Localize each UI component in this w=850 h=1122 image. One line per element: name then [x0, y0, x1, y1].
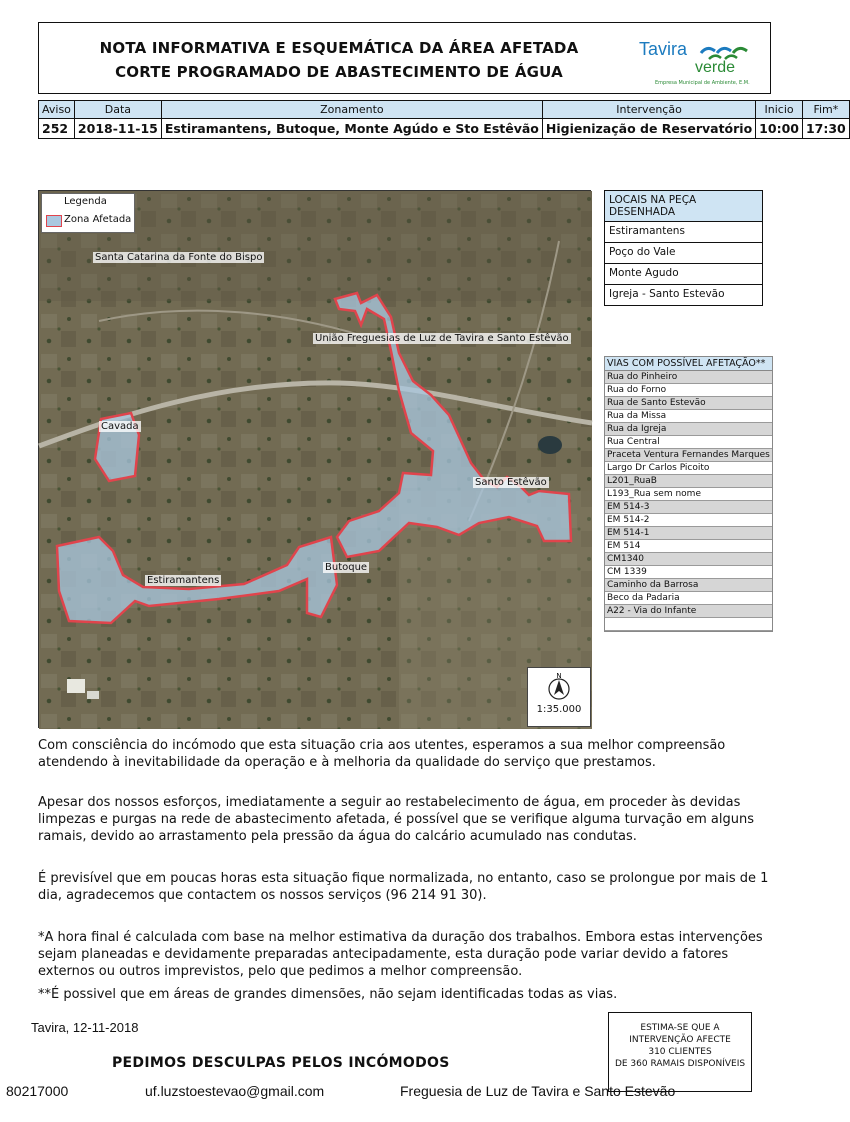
- affected-area-map: [38, 190, 591, 728]
- list-item: Rua da Missa: [605, 410, 772, 423]
- list-item: Monte Agudo: [605, 264, 762, 285]
- list-item: Beco da Padaria: [605, 592, 772, 605]
- map-label-santa-catarina: Santa Catarina da Fonte do Bispo: [95, 252, 263, 263]
- paragraph-turbidity: Apesar dos nossos esforços, imediatamente a seguir ao restabelecimento de água, em proceder às devidas limpezas e purgas na rede de abastecimento afetada, é possível que se verifique alguma turvação em alguns ramais, devido ao arrastamento pela pressão da água do calcário acumulado nas condutas.: [38, 795, 754, 844]
- list-item: CM 1339: [605, 566, 772, 579]
- vias-title: VIAS COM POSSÍVEL AFETAÇÃO**: [605, 357, 772, 371]
- paragraph-roads-note: **É possivel que em áreas de grandes dimensões, não sejam identificadas todas as vias.: [38, 987, 618, 1002]
- paragraph-contact: É previsível que em poucas horas esta situação fique normalizada, no entanto, caso se prolongue por mais de 1 dia, agradecemos que contactem os nossos serviços (96 214 91 30).: [38, 871, 769, 903]
- legend-label: Zona Afetada: [64, 214, 132, 225]
- document-date: Tavira, 12-11-2018: [31, 1020, 139, 1035]
- estimate-box: [608, 1012, 752, 1092]
- value-intervencao: Higienização de Reservatório: [542, 119, 755, 139]
- list-item: EM 514: [605, 540, 772, 553]
- header-inicio: Inicio: [756, 101, 803, 119]
- north-letter: N: [556, 672, 562, 680]
- tavira-verde-logo: [639, 35, 769, 90]
- list-item: Praceta Ventura Fernandes Marques: [605, 449, 772, 462]
- list-item: Rua de Santo Estevão: [605, 397, 772, 410]
- locais-table: [604, 190, 763, 306]
- map-label-butoque: Butoque: [325, 562, 368, 573]
- estimate-line-4: DE 360 RAMAIS DISPONÍVEIS: [614, 1059, 746, 1069]
- paragraph-final-time-note: *A hora final é calculada com base na melhor estimativa da duração dos trabalhos. Embora estas intervenções sejam planeadas e devidamente preparadas antecipadamente, esta duração pode variar devido a fatores externos ou outros imprevistos, pelo que pedimos a melhor compreensão.: [38, 930, 763, 979]
- apology-text: PEDIMOS DESCULPAS PELOS INCÓMODOS: [112, 1055, 450, 1071]
- footer-id: 80217000: [6, 1083, 69, 1099]
- list-item: Rua do Forno: [605, 384, 772, 397]
- paragraph-understanding: Com consciência do incómodo que esta situação cria aos utentes, esperamos a sua melhor compreensão atendendo à inevitabilidade da operação e à melhoria da qualidade do serviço que prestamos.: [38, 738, 726, 770]
- vias-table: [604, 356, 773, 632]
- document-header: [38, 22, 771, 94]
- locais-title: LOCAIS NA PEÇA DESENHADA: [605, 191, 762, 222]
- title-line-1: NOTA INFORMATIVA E ESQUEMÁTICA DA ÁREA AFETADA: [99, 39, 579, 57]
- list-item: Rua do Pinheiro: [605, 371, 772, 384]
- map-label-uniao-freguesias: União Freguesias de Luz de Tavira e Santo Estêvão: [315, 333, 569, 344]
- table-header-row: [39, 101, 850, 119]
- list-item: EM 514-1: [605, 527, 772, 540]
- list-item: L193_Rua sem nome: [605, 488, 772, 501]
- list-item: Estiramantens: [605, 222, 762, 243]
- list-item: Rua da Igreja: [605, 423, 772, 436]
- list-item: Largo Dr Carlos Picoito: [605, 462, 772, 475]
- map-scale: 1:35.000: [536, 704, 582, 715]
- value-data: 2018-11-15: [74, 119, 161, 139]
- value-aviso: 252: [39, 119, 75, 139]
- estimate-line-3: 310 CLIENTES: [648, 1047, 712, 1057]
- header-data: Data: [74, 101, 161, 119]
- list-item: [605, 618, 772, 631]
- vias-list: [605, 371, 772, 631]
- list-item: Poço do Vale: [605, 243, 762, 264]
- logo-subtitle: Empresa Municipal de Ambiente, E.M.: [655, 80, 750, 86]
- header-intervencao: Intervenção: [542, 101, 755, 119]
- logo-word-verde: verde: [695, 59, 736, 76]
- value-inicio: 10:00: [756, 119, 803, 139]
- table-row: [39, 119, 850, 139]
- value-fim: 17:30: [802, 119, 849, 139]
- header-fim: Fim*: [802, 101, 849, 119]
- list-item: A22 - Via do Infante: [605, 605, 772, 618]
- footer-email: uf.luzstoestevao@gmail.com: [145, 1083, 325, 1099]
- header-zonamento: Zonamento: [161, 101, 542, 119]
- footer-organization: Freguesia de Luz de Tavira e Santo Estevão: [400, 1083, 676, 1099]
- list-item: L201_RuaB: [605, 475, 772, 488]
- map-label-cavada: Cavada: [101, 421, 139, 432]
- value-zonamento: Estiramantens, Butoque, Monte Agúdo e Sto Estêvão: [161, 119, 542, 139]
- intervention-info-table: [38, 100, 850, 139]
- list-item: Rua Central: [605, 436, 772, 449]
- list-item: Igreja - Santo Estevão: [609, 288, 725, 300]
- map-label-estiramantens: Estiramantens: [147, 575, 220, 586]
- wave-icon: [693, 41, 753, 61]
- legend-title: Legenda: [64, 196, 107, 207]
- list-item: Caminho da Barrosa: [605, 579, 772, 592]
- satellite-map-image: [39, 191, 592, 729]
- north-arrow-scale-box: [527, 667, 591, 727]
- list-item: CM1340: [605, 553, 772, 566]
- map-label-santo-estevao: Santo Estêvão: [475, 477, 547, 488]
- logo-word-tavira: Tavira: [639, 39, 688, 59]
- list-item: EM 514-3: [605, 501, 772, 514]
- estimate-line-1: ESTIMA-SE QUE A: [640, 1023, 720, 1033]
- map-legend: [41, 193, 135, 233]
- list-item: EM 514-2: [605, 514, 772, 527]
- header-aviso: Aviso: [39, 101, 75, 119]
- legend-swatch: [46, 215, 62, 227]
- title-line-2: CORTE PROGRAMADO DE ABASTECIMENTO DE ÁGUA: [115, 63, 563, 81]
- estimate-line-2: INTERVENÇÃO AFECTE: [629, 1035, 731, 1045]
- north-arrow-icon: [546, 670, 572, 702]
